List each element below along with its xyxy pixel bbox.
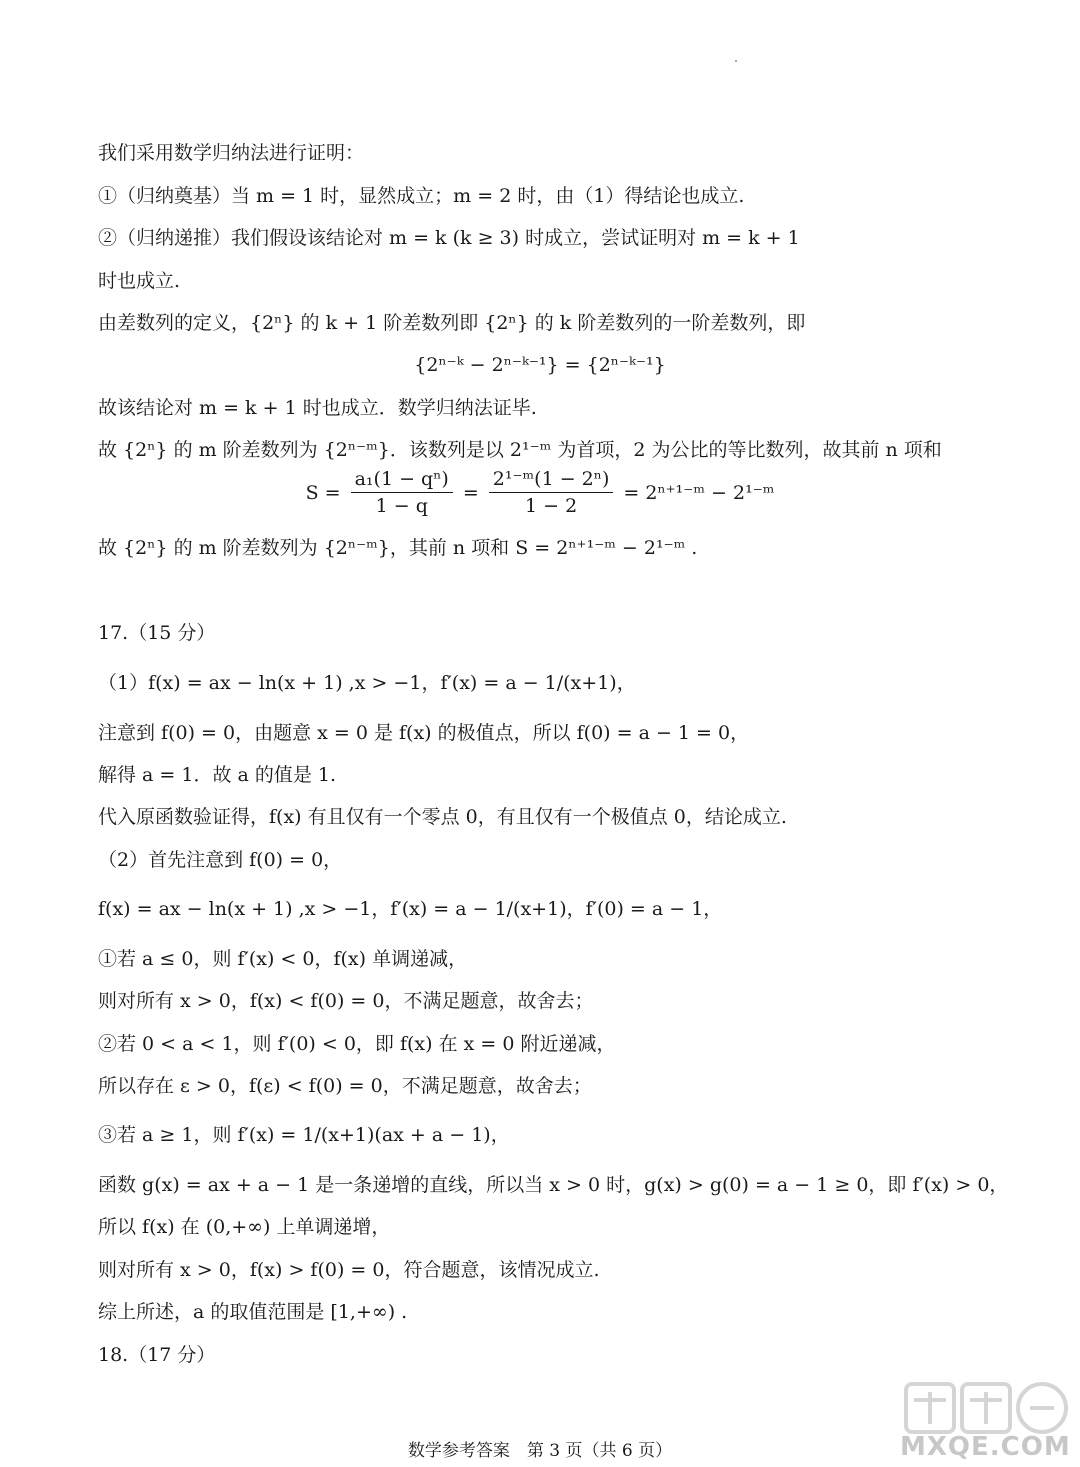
- sum-equation: [0, 468, 1080, 517]
- text-line: 综上所述，a 的取值范围是 [1,+∞) .: [98, 1301, 408, 1323]
- text-line: 所以 f(x) 在 (0,+∞) 上单调递增，: [98, 1216, 391, 1238]
- fraction-1-denominator: 1 − q: [375, 495, 428, 517]
- text-line: 所以存在 ε > 0，f(ε) < f(0) = 0，不满足题意，故舍去；: [98, 1075, 592, 1097]
- fraction-2: [489, 468, 614, 517]
- problem-heading: 17.（15 分）: [98, 622, 216, 644]
- text-line: （2）首先注意到 f(0) = 0，: [98, 849, 343, 871]
- text-line: 函数 g(x) = ax + a − 1 是一条递增的直线，所以当 x > 0 时，g(x) > g(0) = a − 1 ≥ 0，即 f′(x) > 0，: [98, 1174, 1009, 1196]
- sum-lhs: S =: [305, 481, 341, 504]
- text-line: 由差数列的定义，{2ⁿ} 的 k + 1 阶差数列即 {2ⁿ} 的 k 阶差数列的一阶差数列，即: [98, 312, 806, 334]
- problem-heading: 18.（17 分）: [98, 1344, 216, 1366]
- text-line: 时也成立.: [98, 270, 181, 292]
- equals-sign: =: [462, 481, 479, 504]
- text-line: ①若 a ≤ 0，则 f′(x) < 0，f(x) 单调递减，: [98, 948, 468, 970]
- text-line: ②若 0 < a < 1，则 f′(0) < 0，即 f(x) 在 x = 0 附近递减，: [98, 1033, 616, 1055]
- text-line: 故该结论对 m = k + 1 时也成立．数学归纳法证毕.: [98, 397, 537, 419]
- text-line: 故 {2ⁿ} 的 m 阶差数列为 {2ⁿ⁻ᵐ}，其前 n 项和 S = 2ⁿ⁺¹⁻ᵐ − 2¹⁻ᵐ .: [98, 537, 698, 559]
- text-line: （1）f(x) = ax − ln(x + 1) ,x > −1，f′(x) = a − 1/(x+1)，: [98, 672, 636, 694]
- fraction-2-numerator: 2¹⁻ᵐ(1 − 2ⁿ): [489, 468, 614, 493]
- watermark-text: MXQE.COM: [900, 1432, 1071, 1462]
- text-line: 注意到 f(0) = 0，由题意 x = 0 是 f(x) 的极值点，所以 f(0) = a − 1 = 0，: [98, 722, 750, 744]
- text-line: 则对所有 x > 0，f(x) > f(0) = 0，符合题意，该情况成立.: [98, 1259, 600, 1281]
- page-footer: 数学参考答案 第 3 页（共 6 页）: [407, 1441, 673, 1461]
- fraction-2-denominator: 1 − 2: [524, 495, 578, 517]
- fraction-1-numerator: a₁(1 − qⁿ): [351, 468, 453, 493]
- text-line: f(x) = ax − ln(x + 1) ,x > −1，f′(x) = a − 1/(x+1)，f′(0) = a − 1，: [98, 898, 723, 920]
- sum-rhs: = 2ⁿ⁺¹⁻ᵐ − 2¹⁻ᵐ: [623, 481, 775, 504]
- text-line: 则对所有 x > 0，f(x) < f(0) = 0，不满足题意，故舍去；: [98, 990, 594, 1012]
- text-line: 代入原函数验证得，f(x) 有且仅有一个零点 0，有且仅有一个极值点 0，结论成立.: [98, 806, 787, 828]
- equation-diff: {2ⁿ⁻ᵏ − 2ⁿ⁻ᵏ⁻¹} = {2ⁿ⁻ᵏ⁻¹}: [414, 354, 666, 376]
- text-line: 解得 a = 1．故 a 的值是 1.: [98, 764, 337, 786]
- text-line: ③若 a ≥ 1，则 f′(x) = 1/(x+1)(ax + a − 1)，: [98, 1124, 510, 1146]
- fraction-1: [351, 468, 453, 517]
- text-line: ①（归纳奠基）当 m = 1 时，显然成立；m = 2 时，由（1）得结论也成立.: [98, 185, 745, 207]
- text-line: 故 {2ⁿ} 的 m 阶差数列为 {2ⁿ⁻ᵐ}．该数列是以 2¹⁻ᵐ 为首项，2 为公比的等比数列，故其前 n 项和: [98, 439, 942, 461]
- text-line: 我们采用数学归纳法进行证明：: [98, 142, 365, 164]
- text-line: ②（归纳递推）我们假设该结论对 m = k (k ≥ 3) 时成立，尝试证明对 m = k + 1: [98, 227, 800, 249]
- scan-speck: [735, 60, 737, 62]
